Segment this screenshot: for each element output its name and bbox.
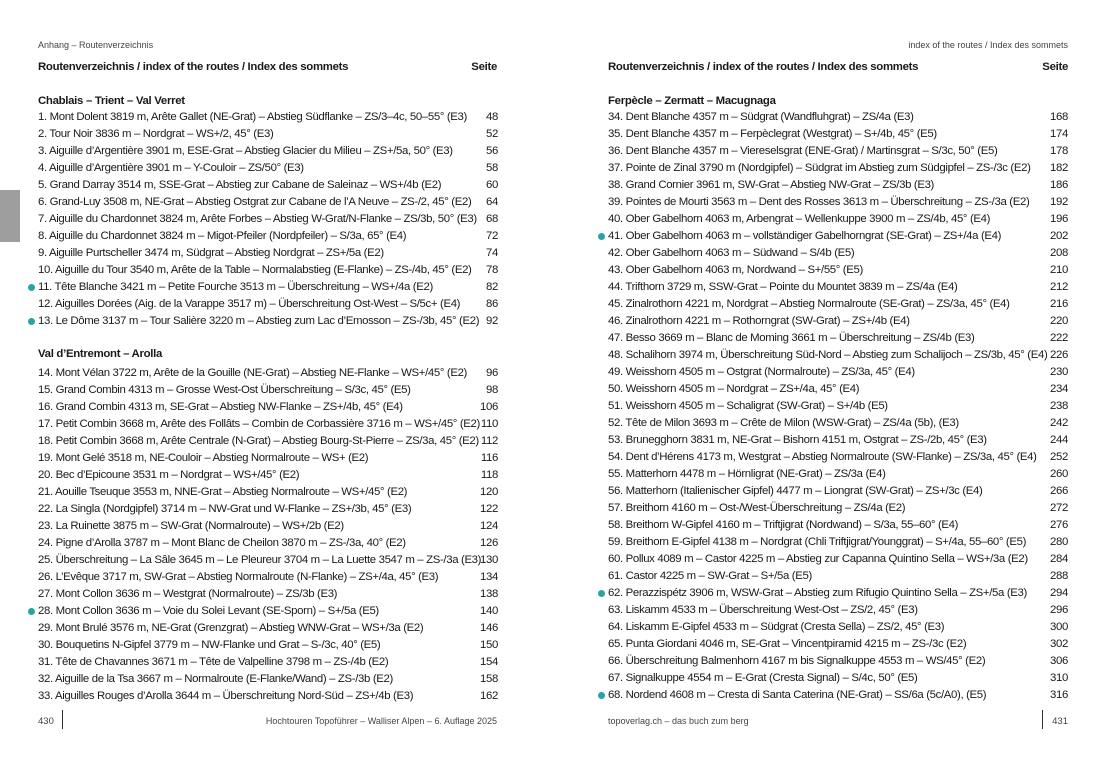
route-page-number: 140 — [480, 605, 498, 617]
route-page-number: 138 — [480, 588, 498, 600]
route-name: 33. Aiguilles Rouges d’Arolla 3644 m – Überschreitung Nord-Süd – ZS+/4b (E3) — [38, 690, 414, 702]
route-name: 58. Breithorn W-Gipfel 4160 m – Triftjigrat (Nordwand) – S/3a, 55–60° (E4) — [608, 519, 959, 531]
right-page — [553, 0, 1105, 765]
route-page-number: 296 — [1050, 604, 1068, 616]
route-name: 39. Pointes de Mourti 3563 m – Dent des Rosses 3613 m – Überschreitung – ZS-/3a (E2) — [608, 196, 1030, 208]
route-page-number: 196 — [1050, 213, 1068, 225]
route-page-number: 220 — [1050, 315, 1068, 327]
route-page-number: 252 — [1050, 451, 1068, 463]
route-entry — [608, 126, 1068, 143]
route-entry — [608, 398, 1068, 415]
route-page-number: 178 — [1050, 145, 1068, 157]
route-entry — [608, 211, 1068, 228]
route-name: 37. Pointe de Zinal 3790 m (Nordgipfel) – Südgrat im Abstieg zum Südgipfel – ZS-/3c (E2) — [608, 162, 1031, 174]
route-page-number: 260 — [1050, 468, 1068, 480]
route-name: 14. Mont Vélan 3722 m, Arête de la Gouille (NE-Grat) – Abstieg NE-Flanke – WS+/45° (E2) — [38, 367, 467, 379]
route-entry — [608, 602, 1068, 619]
route-entry — [608, 483, 1068, 500]
route-page-number: 300 — [1050, 621, 1068, 633]
route-entry — [608, 364, 1068, 381]
route-name: 29. Mont Brulé 3576 m, NE-Grat (Grenzgrat) – Abstieg WNW-Grat – WS+/3a (E2) — [38, 622, 424, 634]
route-entry — [38, 569, 498, 586]
route-entry — [608, 636, 1068, 653]
route-name: 21. Aouille Tseuque 3553 m, NNE-Grat – Abstieg Normalroute – WS+/45° (E2) — [38, 486, 408, 498]
route-page-number: 112 — [480, 435, 498, 447]
route-name: 22. La Singla (Nordgipfel) 3714 m – NW-Grat und W-Flanke – ZS+/3b, 45° (E3) — [38, 503, 412, 515]
route-entry — [38, 177, 498, 194]
route-entry — [608, 347, 1068, 364]
route-entry — [38, 637, 498, 654]
page-number: 430 — [38, 716, 54, 727]
route-page-number: 230 — [1050, 366, 1068, 378]
route-entry — [38, 194, 498, 211]
route-name: 63. Liskamm 4533 m – Überschreitung West-Ost – ZS/2, 45° (E3) — [608, 604, 918, 616]
route-name: 45. Zinalrothorn 4221 m, Nordgrat – Abstieg Normalroute (SE-Grat) – ZS/3a, 45° (E4) — [608, 298, 1010, 310]
route-page-number: 182 — [1050, 162, 1068, 174]
route-name: 51. Weisshorn 4505 m – Schaligrat (SW-Grat) – S+/4b (E5) — [608, 400, 888, 412]
route-name: 57. Breithorn 4160 m – Ost-/West-Überschreitung – ZS/4a (E2) — [608, 502, 906, 514]
route-page-number: 192 — [1050, 196, 1068, 208]
section-title: Val d’Entremont – Arolla — [38, 348, 163, 360]
route-name: 27. Mont Collon 3636 m – Westgrat (Normalroute) – ZS/3b (E3) — [38, 588, 338, 600]
index-header-page: Seite — [1042, 61, 1068, 73]
left-page — [0, 0, 552, 765]
route-page-number: 56 — [486, 145, 498, 157]
route-entry — [608, 381, 1068, 398]
route-entry — [608, 585, 1068, 602]
route-entry — [38, 518, 498, 535]
route-page-number: 210 — [1050, 264, 1068, 276]
route-entry — [38, 467, 498, 484]
route-page-number: 280 — [1050, 536, 1068, 548]
route-entry — [38, 484, 498, 501]
route-list — [38, 109, 498, 330]
route-entry — [608, 670, 1068, 687]
running-head: index of the routes / Index des sommets — [908, 40, 1068, 50]
route-entry — [608, 568, 1068, 585]
index-header-title: Routenverzeichnis / index of the routes / Index des sommets — [608, 61, 919, 73]
route-entry — [38, 450, 498, 467]
route-entry — [608, 296, 1068, 313]
route-entry — [608, 194, 1068, 211]
route-page-number: 306 — [1050, 655, 1068, 667]
route-name: 65. Punta Giordani 4046 m, SE-Grat – Vincentpiramid 4215 m – ZS-/3c (E2) — [608, 638, 967, 650]
route-name: 43. Ober Gabelhorn 4063 m, Nordwand – S+/55° (E5) — [608, 264, 863, 276]
route-name: 35. Dent Blanche 4357 m – Ferpèclegrat (Westgrat) – S+/4b, 45° (E5) — [608, 128, 937, 140]
route-page-number: 238 — [1050, 400, 1068, 412]
route-page-number: 150 — [480, 639, 498, 651]
route-entry — [38, 671, 498, 688]
route-page-number: 130 — [480, 554, 498, 566]
route-entry — [38, 109, 498, 126]
route-page-number: 146 — [480, 622, 498, 634]
route-page-number: 68 — [486, 213, 498, 225]
route-name: 31. Tête de Chavannes 3671 m – Tête de Valpelline 3798 m – ZS-/4b (E2) — [38, 656, 389, 668]
route-entry — [38, 654, 498, 671]
route-page-number: 58 — [486, 162, 498, 174]
route-name: 61. Castor 4225 m – SW-Grat – S+/5a (E5) — [608, 570, 812, 582]
route-entry — [38, 245, 498, 262]
route-page-number: 134 — [480, 571, 498, 583]
route-page-number: 272 — [1050, 502, 1068, 514]
route-page-number: 72 — [486, 230, 498, 242]
route-entry — [608, 449, 1068, 466]
route-name: 67. Signalkuppe 4554 m – E-Grat (Cresta Signal) – S/4c, 50° (E5) — [608, 672, 918, 684]
featured-route-dot-icon — [28, 284, 35, 291]
route-name: 6. Grand-Luy 3508 m, NE-Grat – Abstieg Ostgrat zur Cabane de l’A Neuve – ZS-/2, 45° (E2) — [38, 196, 472, 208]
route-page-number: 294 — [1050, 587, 1068, 599]
route-name: 20. Bec d’Epicoune 3531 m – Nordgrat – WS+/45° (E2) — [38, 469, 300, 481]
route-page-number: 310 — [1050, 672, 1068, 684]
route-name: 46. Zinalrothorn 4221 m – Rothorngrat (SW-Grat) – ZS+/4b (E4) — [608, 315, 910, 327]
route-name: 38. Grand Cornier 3961 m, SW-Grat – Abstieg NW-Grat – ZS/3b (E3) — [608, 179, 934, 191]
route-entry — [38, 416, 498, 433]
route-name: 28. Mont Collon 3636 m – Voie du Solei Levant (SE-Sporn) – S+/5a (E5) — [38, 605, 379, 617]
footer-separator — [62, 710, 63, 729]
route-page-number: 120 — [480, 486, 498, 498]
footer-website: topoverlag.ch – das buch zum berg — [608, 716, 749, 726]
footer-separator — [1042, 710, 1043, 729]
route-page-number: 96 — [486, 367, 498, 379]
route-name: 4. Aiguille d’Argentière 3901 m – Y-Couloir – ZS/50° (E3) — [38, 162, 304, 174]
thumb-index-tab — [0, 190, 20, 242]
footer-publication: Hochtouren Topoführer – Walliser Alpen – 6. Auflage 2025 — [265, 716, 497, 726]
route-page-number: 266 — [1050, 485, 1068, 497]
route-name: 36. Dent Blanche 4357 m – Viereselsgrat (ENE-Grat) / Martinsgrat – S/3c, 50° (E5) — [608, 145, 998, 157]
route-entry — [608, 313, 1068, 330]
route-page-number: 244 — [1050, 434, 1068, 446]
route-entry — [38, 279, 498, 296]
route-page-number: 226 — [1050, 349, 1068, 361]
route-name: 10. Aiguille du Tour 3540 m, Arête de la Table – Normalabstieg (E-Flanke) – ZS-/4b, 45° (E2) — [38, 264, 472, 276]
route-entry — [38, 296, 498, 313]
route-page-number: 64 — [486, 196, 498, 208]
route-name: 52. Tête de Milon 3693 m – Crête de Milon (WSW-Grat) – ZS/4a (5b), (E3) — [608, 417, 959, 429]
route-name: 7. Aiguille du Chardonnet 3824 m, Arête Forbes – Abstieg W-Grat/N-Flanke – ZS/3b, 50° (E3) — [38, 213, 477, 225]
route-name: 24. Pigne d’Arolla 3787 m – Mont Blanc de Cheilon 3870 m – ZS-/3a, 40° (E2) — [38, 537, 406, 549]
route-entry — [608, 466, 1068, 483]
route-page-number: 78 — [486, 264, 498, 276]
route-entry — [608, 551, 1068, 568]
route-page-number: 122 — [480, 503, 498, 515]
route-name: 56. Matterhorn (Italienischer Gipfel) 4477 m – Liongrat (SW-Grat) – ZS+/3c (E4) — [608, 485, 983, 497]
route-entry — [608, 330, 1068, 347]
route-entry — [608, 619, 1068, 636]
route-entry — [38, 365, 498, 382]
route-page-number: 276 — [1050, 519, 1068, 531]
route-entry — [608, 109, 1068, 126]
route-entry — [38, 552, 498, 569]
route-page-number: 118 — [480, 469, 498, 481]
route-page-number: 212 — [1050, 281, 1068, 293]
route-name: 60. Pollux 4089 m – Castor 4225 m – Abstieg zur Capanna Quintino Sella – WS+/3a (E2) — [608, 553, 1028, 565]
route-name: 9. Aiguille Purtscheller 3474 m, Südgrat – Abstieg Nordgrat – ZS+/5a (E2) — [38, 247, 384, 259]
route-page-number: 202 — [1050, 230, 1068, 242]
section-title: Chablais – Trient – Val Verret — [38, 95, 185, 107]
route-entry — [38, 586, 498, 603]
route-entry — [38, 143, 498, 160]
featured-route-dot-icon — [598, 692, 605, 699]
route-list — [608, 109, 1068, 704]
route-page-number: 116 — [480, 452, 498, 464]
route-name: 23. La Ruinette 3875 m – SW-Grat (Normalroute) – WS+/2b (E2) — [38, 520, 344, 532]
route-page-number: 74 — [486, 247, 498, 259]
route-name: 1. Mont Dolent 3819 m, Arête Gallet (NE-Grat) – Abstieg Südflanke – ZS/3–4c, 50–55° (E3) — [38, 111, 467, 123]
route-name: 8. Aiguille du Chardonnet 3824 m – Migot-Pfeiler (Nordpfeiler) – S/3a, 65° (E4) — [38, 230, 407, 242]
route-page-number: 98 — [486, 384, 498, 396]
route-name: 5. Grand Darray 3514 m, SSE-Grat – Abstieg zur Cabane de Saleinaz – WS+/4b (E2) — [38, 179, 442, 191]
route-name: 53. Brunegghorn 3831 m, NE-Grat – Bishorn 4151 m, Ostgrat – ZS-/2b, 45° (E3) — [608, 434, 987, 446]
route-entry — [608, 415, 1068, 432]
route-page-number: 288 — [1050, 570, 1068, 582]
featured-route-dot-icon — [28, 608, 35, 615]
featured-route-dot-icon — [598, 590, 605, 597]
route-entry — [608, 143, 1068, 160]
route-entry — [38, 160, 498, 177]
route-name: 16. Grand Combin 4313 m, SE-Grat – Abstieg NW-Flanke – ZS+/4b, 45° (E4) — [38, 401, 403, 413]
running-head: Anhang – Routenverzeichnis — [38, 40, 154, 50]
route-page-number: 158 — [480, 673, 498, 685]
route-list — [38, 365, 498, 705]
route-entry — [38, 688, 498, 705]
route-name: 44. Trifthorn 3729 m, SSW-Grat – Pointe du Mountet 3839 m – ZS/4a (E4) — [608, 281, 958, 293]
featured-route-dot-icon — [28, 318, 35, 325]
route-name: 64. Liskamm E-Gipfel 4533 m – Südgrat (Cresta Sella) – ZS/2, 45° (E3) — [608, 621, 945, 633]
route-name: 34. Dent Blanche 4357 m – Südgrat (Wandfluhgrat) – ZS/4a (E3) — [608, 111, 914, 123]
route-page-number: 222 — [1050, 332, 1068, 344]
route-page-number: 124 — [480, 520, 498, 532]
route-name: 3. Aiguille d’Argentière 3901 m, ESE-Grat – Abstieg Glacier du Milieu – ZS+/5a, 50° (E3) — [38, 145, 453, 157]
route-name: 68. Nordend 4608 m – Cresta di Santa Caterina (NE-Grat) – SS/6a (5c/A0), (E5) — [608, 689, 987, 701]
route-name: 55. Matterhorn 4478 m – Hörnligrat (NE-Grat) – ZS/3a (E4) — [608, 468, 886, 480]
route-page-number: 162 — [480, 690, 498, 702]
route-name: 11. Tête Blanche 3421 m – Petite Fourche 3513 m – Überschreitung – WS+/4a (E2) — [38, 281, 433, 293]
route-entry — [608, 534, 1068, 551]
route-page-number: 82 — [486, 281, 498, 293]
route-name: 2. Tour Noir 3836 m – Nordgrat – WS+/2, 45° (E3) — [38, 128, 274, 140]
section-title: Ferpècle – Zermatt – Macugnaga — [608, 95, 776, 107]
route-entry — [608, 177, 1068, 194]
route-page-number: 302 — [1050, 638, 1068, 650]
route-page-number: 216 — [1050, 298, 1068, 310]
route-entry — [38, 126, 498, 143]
route-page-number: 284 — [1050, 553, 1068, 565]
route-name: 32. Aiguille de la Tsa 3667 m – Normalroute (E-Flanke/Wand) – ZS-/3b (E2) — [38, 673, 393, 685]
route-name: 59. Breithorn E-Gipfel 4138 m – Nordgrat (Chli Triftjigrat/Younggrat) – S+/4a, 55–60° (E5) — [608, 536, 1027, 548]
route-entry — [608, 160, 1068, 177]
route-entry — [608, 500, 1068, 517]
route-entry — [608, 228, 1068, 245]
route-page-number: 186 — [1050, 179, 1068, 191]
index-header-title: Routenverzeichnis / index of the routes / Index des sommets — [38, 61, 349, 73]
route-page-number: 242 — [1050, 417, 1068, 429]
route-name: 15. Grand Combin 4313 m – Grosse West-Ost Überschreitung – S/3c, 45° (E5) — [38, 384, 411, 396]
route-page-number: 208 — [1050, 247, 1068, 259]
route-name: 18. Petit Combin 3668 m, Arête Centrale (N-Grat) – Abstieg Bourg-St-Pierre – ZS/3a, 45° (E2) — [38, 435, 479, 447]
route-page-number: 48 — [486, 111, 498, 123]
featured-route-dot-icon — [598, 233, 605, 240]
route-entry — [38, 603, 498, 620]
page-number: 431 — [1052, 716, 1068, 727]
route-page-number: 316 — [1050, 689, 1068, 701]
route-entry — [38, 228, 498, 245]
route-name: 19. Mont Gelé 3518 m, NE-Couloir – Abstieg Normalroute – WS+ (E2) — [38, 452, 369, 464]
route-name: 12. Aiguilles Dorées (Aig. de la Varappe 3517 m) – Überschreitung Ost-West – S/5c+ (E4) — [38, 298, 461, 310]
route-entry — [38, 211, 498, 228]
route-name: 54. Dent d’Hérens 4173 m, Westgrat – Abstieg Normalroute (SW-Flanke) – ZS/3a, 45° (E4) — [608, 451, 1037, 463]
route-name: 62. Perazzispétz 3906 m, WSW-Grat – Abstieg zum Rifugio Quintino Sella – ZS+/5a (E3) — [608, 587, 1027, 599]
route-page-number: 86 — [486, 298, 498, 310]
route-name: 47. Besso 3669 m – Blanc de Moming 3661 m – Überschreitung – ZS/4b (E3) — [608, 332, 975, 344]
route-name: 13. Le Dôme 3137 m – Tour Salière 3220 m – Abstieg zum Lac d’Emosson – ZS-/3b, 45° (E2) — [38, 315, 480, 327]
route-entry — [38, 262, 498, 279]
route-entry — [608, 687, 1068, 704]
route-name: 41. Ober Gabelhorn 4063 m – vollständiger Gabelhorngrat (SE-Grat) – ZS+/4a (E4) — [608, 230, 1002, 242]
route-page-number: 92 — [486, 315, 498, 327]
route-entry — [38, 433, 498, 450]
route-page-number: 234 — [1050, 383, 1068, 395]
route-name: 42. Ober Gabelhorn 4063 m – Südwand – S/4b (E5) — [608, 247, 855, 259]
route-entry — [38, 620, 498, 637]
route-name: 26. L’Evêque 3717 m, SW-Grat – Abstieg Normalroute (N-Flanke) – ZS+/4a, 45° (E3) — [38, 571, 439, 583]
route-entry — [608, 262, 1068, 279]
route-page-number: 60 — [486, 179, 498, 191]
route-name: 48. Schalihorn 3974 m, Überschreitung Süd-Nord – Abstieg zum Schalijoch – ZS/3b, 45° (E4) — [608, 349, 1048, 361]
route-page-number: 174 — [1050, 128, 1068, 140]
route-entry — [38, 399, 498, 416]
index-header-page: Seite — [471, 61, 497, 73]
route-entry — [38, 535, 498, 552]
route-name: 50. Weisshorn 4505 m – Nordgrat – ZS+/4a, 45° (E4) — [608, 383, 860, 395]
route-page-number: 106 — [480, 401, 498, 413]
route-entry — [608, 279, 1068, 296]
route-page-number: 168 — [1050, 111, 1068, 123]
route-name: 66. Überschreitung Balmenhorn 4167 m bis Signalkuppe 4553 m – WS/45° (E2) — [608, 655, 986, 667]
route-name: 40. Ober Gabelhorn 4063 m, Arbengrat – Wellenkuppe 3900 m – ZS/4b, 45° (E4) — [608, 213, 991, 225]
route-entry — [38, 501, 498, 518]
route-name: 17. Petit Combin 3668 m, Arête des Follâts – Combin de Corbassière 3716 m – WS+/45° (E2) — [38, 418, 480, 430]
route-name: 25. Überschreitung – La Sâle 3645 m – Le Pleureur 3704 m – La Luette 3547 m – ZS-/3a (E3) — [38, 554, 482, 566]
route-page-number: 126 — [480, 537, 498, 549]
route-entry — [608, 245, 1068, 262]
route-name: 30. Bouquetins N-Gipfel 3779 m – NW-Flanke und Grat – S-/3c, 40° (E5) — [38, 639, 381, 651]
route-page-number: 52 — [486, 128, 498, 140]
route-entry — [608, 432, 1068, 449]
route-page-number: 154 — [480, 656, 498, 668]
route-entry — [38, 382, 498, 399]
route-page-number: 110 — [480, 418, 498, 430]
route-name: 49. Weisshorn 4505 m – Ostgrat (Normalroute) – ZS/3a, 45° (E4) — [608, 366, 915, 378]
route-entry — [608, 653, 1068, 670]
route-entry — [38, 313, 498, 330]
route-entry — [608, 517, 1068, 534]
